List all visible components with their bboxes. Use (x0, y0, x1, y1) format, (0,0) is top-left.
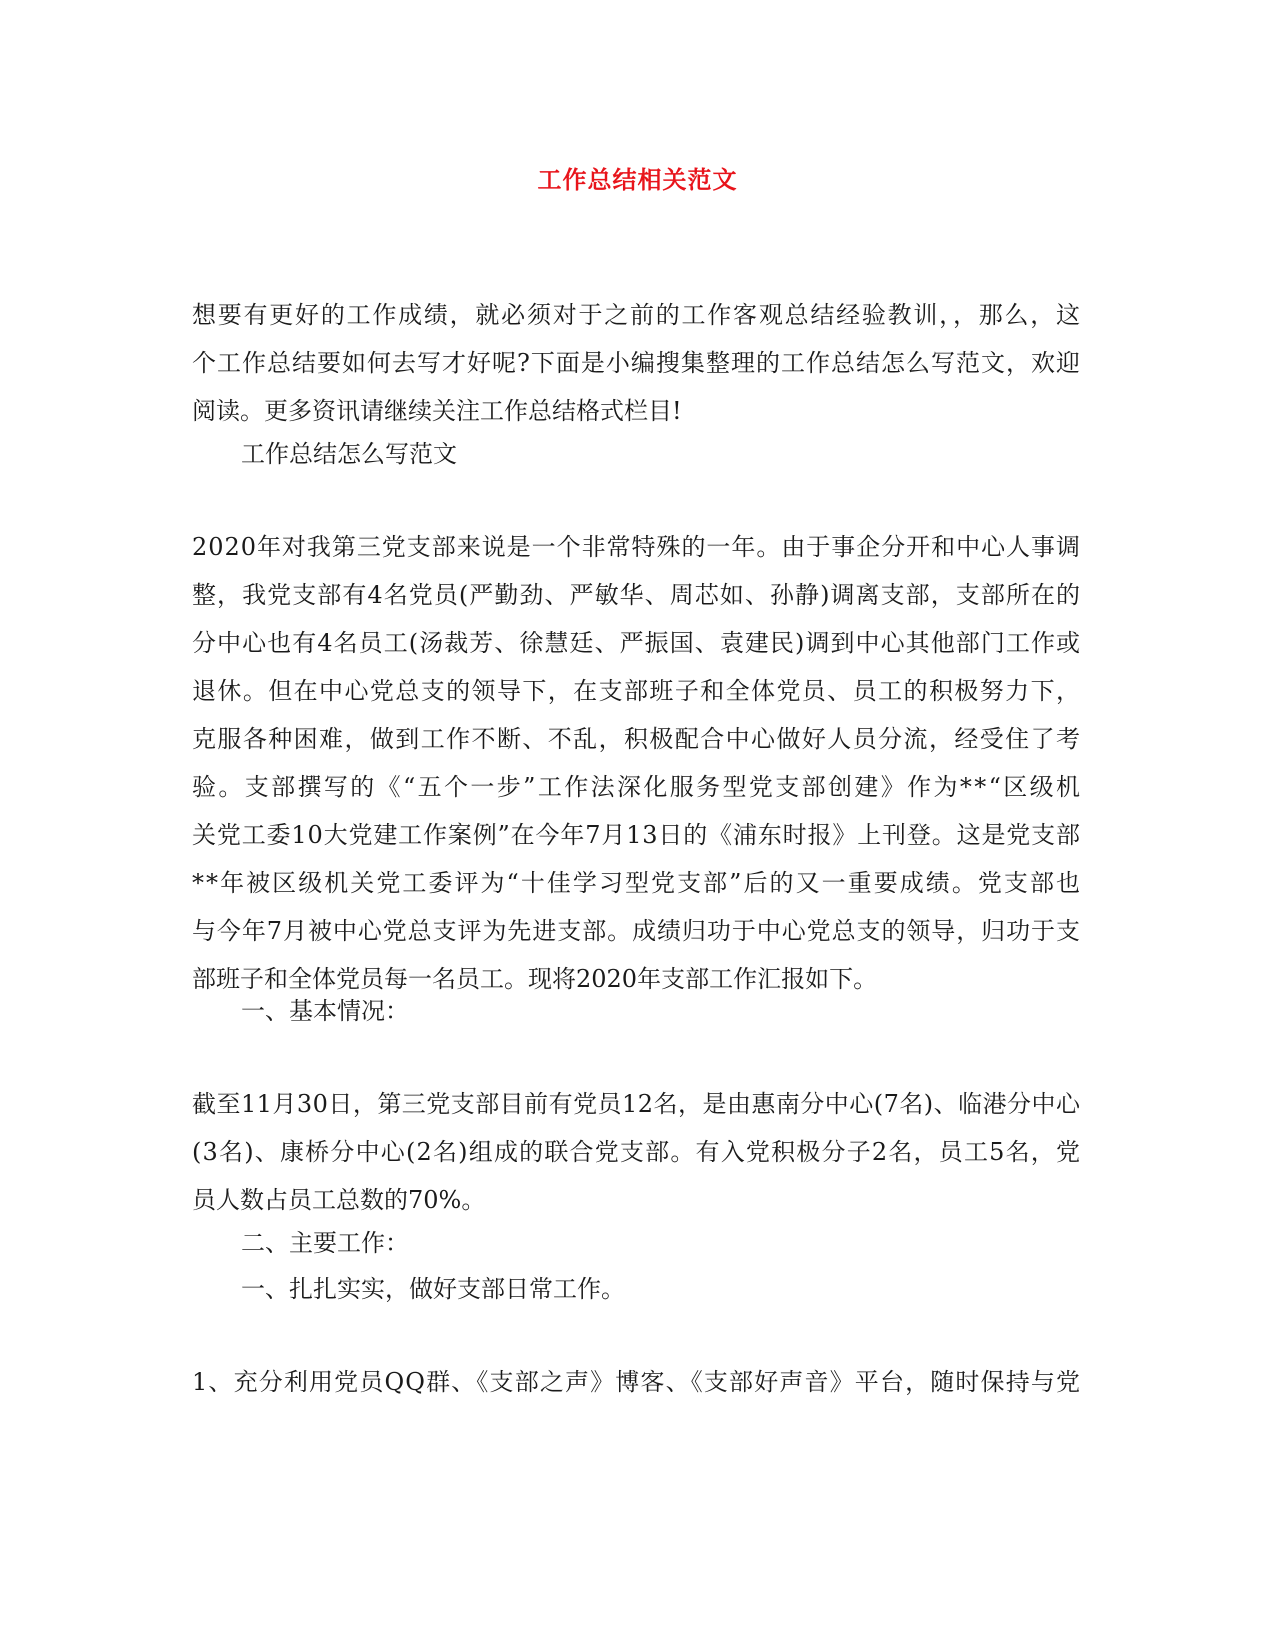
body-line: **年被区级机关党工委评为“十佳学习型党支部”后的又一重要成绩。党支部也 (192, 869, 1083, 897)
body-line: 部班子和全体党员每一名员工。现将2020年支部工作汇报如下。 (192, 965, 878, 993)
body-line: 整，我党支部有4名党员(严勤劲、严敏华、周芯如、孙静)调离支部，支部所在的 (192, 581, 1082, 609)
section2-heading: 二、主要工作： (241, 1229, 409, 1257)
intro-paragraph (192, 291, 1080, 435)
body-line: 关党工委10大党建工作案例”在今年7月13日的《浦东时报》上刊登。这是党支部 (192, 821, 1081, 849)
document-title: 工作总结相关范文 (537, 165, 738, 194)
section1-line: (3名)、康桥分中心(2名)组成的联合党支部。有入党积极分子2名，员工5名，党 (192, 1138, 1082, 1166)
subtitle-heading: 工作总结怎么写范文 (241, 440, 457, 468)
intro-line: 个工作总结要如何去写才好呢?下面是小编搜集整理的工作总结怎么写范文，欢迎 (192, 349, 1081, 377)
body-line: 分中心也有4名员工(汤裁芳、徐慧廷、严振国、袁建民)调到中心其他部门工作或 (192, 629, 1082, 657)
subsection1-heading: 一、扎扎实实，做好支部日常工作。 (241, 1275, 625, 1303)
item1-line: 1、充分利用党员QQ群、《支部之声》博客、《支部好声音》平台，随时保持与党 (192, 1368, 1082, 1396)
body-line: 验。支部撰写的《“五个一步”工作法深化服务型党支部创建》作为**“区级机 (192, 773, 1083, 801)
section1-heading: 一、基本情况： (241, 997, 409, 1025)
intro-line: 想要有更好的工作成绩，就必须对于之前的工作客观总结经验教训，，那么，这 (192, 301, 1082, 329)
body-line: 与今年7月被中心党总支评为先进支部。成绩归功于中心党总支的领导，归功于支 (192, 917, 1081, 945)
body-line: 退休。但在中心党总支的领导下，在支部班子和全体党员、员工的积极努力下， (192, 677, 1082, 705)
section1-line: 员人数占员工总数的70%。 (192, 1186, 486, 1214)
body-line: 2020年对我第三党支部来说是一个非常特殊的一年。由于事企分开和中心人事调 (192, 533, 1081, 561)
section1-line: 截至11月30日，第三党支部目前有党员12名，是由惠南分中心(7名)、临港分中心 (192, 1090, 1081, 1118)
intro-line: 阅读。更多资讯请继续关注工作总结格式栏目! (192, 397, 682, 425)
section1-paragraph (192, 1080, 1080, 1224)
item1-paragraph (192, 1358, 1080, 1406)
body-paragraph (192, 523, 1083, 1003)
body-line: 克服各种困难，做到工作不断、不乱，积极配合中心做好人员分流，经受住了考 (192, 725, 1082, 753)
